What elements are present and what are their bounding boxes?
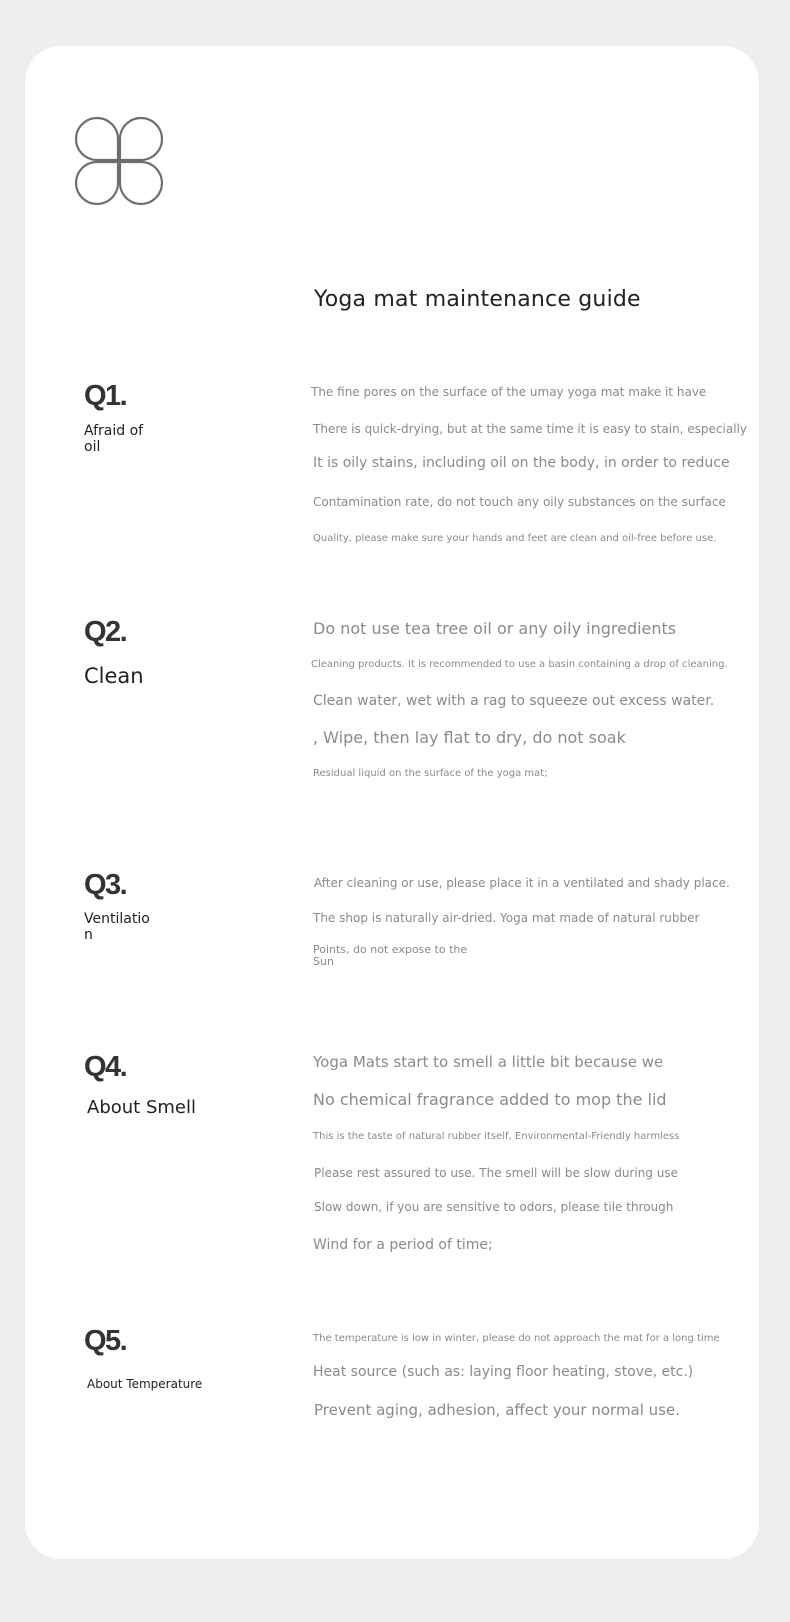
question-number: Q5. [84,1325,127,1357]
answer-line: The shop is naturally air-dried. Yoga mat made of natural rubber [313,911,700,925]
question-number: Q4. [84,1051,127,1083]
answer-line: Points, do not expose to the [313,943,468,956]
answer-line: Quality, please make sure your hands and feet are clean and oil-free before use. [313,533,717,544]
question-number: Q1. [84,380,127,412]
answer-line: Heat source (such as: laying floor heating, stove, etc.) [313,1364,694,1380]
question-label-line: Clean [84,664,144,688]
answer-line: This is the taste of natural rubber itself, Environmental-Friendly harmless [313,1131,680,1142]
question-label-line: About Temperature [87,1377,203,1391]
question-label [84,664,144,688]
answer-line: Wind for a period of time; [313,1237,493,1253]
answer-line: Prevent aging, adhesion, affect your normal use. [314,1401,680,1419]
answer-line: Slow down, if you are sensitive to odors, please tile through [314,1200,674,1214]
answer-line: No chemical fragrance added to mop the lid [313,1090,667,1109]
answer-line: The temperature is low in winter, please do not approach the mat for a long time [313,1333,720,1344]
answer-line: Sun [313,955,334,968]
question-label-line: Ventilatio [84,911,150,927]
question-label [87,1376,202,1392]
question-label [84,423,143,455]
page-title: Yoga mat maintenance guide [314,287,641,312]
question-label [87,1097,196,1119]
answer-line: , Wipe, then lay flat to dry, do not soak [313,728,626,747]
question-label-line: About Smell [87,1097,196,1118]
question-label-line: oil [84,439,101,455]
answer-line: Clean water, wet with a rag to squeeze out excess water. [313,693,715,709]
answer-line: Do not use tea tree oil or any oily ingredients [313,619,677,638]
question-label-line: n [84,927,93,943]
answer-line: The fine pores on the surface of the umay yoga mat make it have [311,385,707,399]
question-number: Q3. [84,869,127,901]
answer-line: Cleaning products. It is recommended to use a basin containing a drop of cleaning. [311,659,728,670]
four-leaf-clover-icon [74,116,164,206]
question-label [84,911,150,943]
question-number: Q2. [84,616,127,648]
answer-line: Contamination rate, do not touch any oily substances on the surface [313,495,726,509]
answer-line: After cleaning or use, please place it in a ventilated and shady place. [314,876,730,890]
answer-line: Please rest assured to use. The smell will be slow during use [314,1166,678,1180]
answer-line: Yoga Mats start to smell a little bit because we [313,1053,664,1071]
answer-line: It is oily stains, including oil on the body, in order to reduce [313,455,730,471]
answer-line: There is quick-drying, but at the same time it is easy to stain, especially [313,422,747,436]
answer-line: Residual liquid on the surface of the yoga mat; [313,768,548,779]
question-label-line: Afraid of [84,423,144,439]
